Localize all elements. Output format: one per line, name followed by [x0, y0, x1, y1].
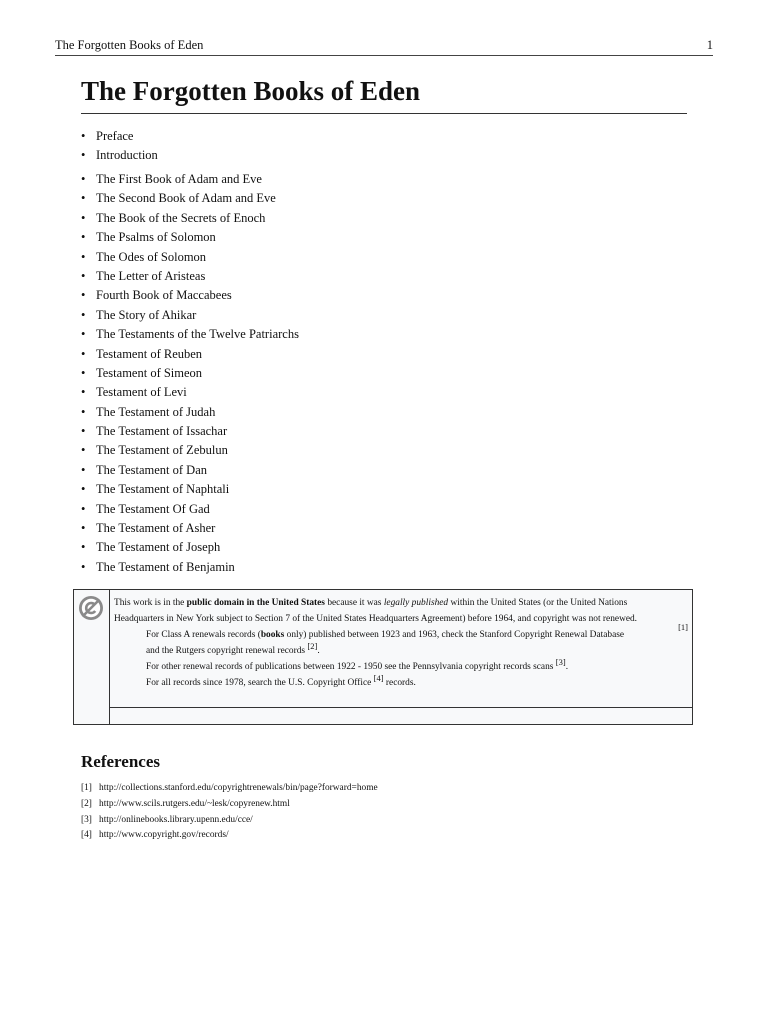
- toc-item-label[interactable]: The Testament of Benjamin: [96, 559, 235, 574]
- running-header: [55, 38, 713, 56]
- bullet-icon: •: [81, 230, 86, 245]
- bullet-icon: •: [81, 540, 86, 555]
- toc-item[interactable]: [81, 441, 299, 460]
- references-heading: References: [81, 752, 160, 771]
- reference-number: [4]: [81, 830, 92, 841]
- notice-text: [114, 595, 692, 691]
- toc-list-books: [81, 170, 299, 577]
- toc-item[interactable]: [81, 189, 299, 208]
- reference-item: [81, 828, 378, 844]
- toc-item-label[interactable]: The Testament of Asher: [96, 521, 216, 536]
- toc-item-label[interactable]: The First Book of Adam and Eve: [96, 172, 262, 186]
- toc-item[interactable]: [81, 519, 299, 538]
- bullet-icon: •: [81, 288, 86, 303]
- reference-number: [2]: [81, 798, 92, 809]
- reference-link[interactable]: http://collections.stanford.edu/copyrightrenewals/bin/page?forward=home: [99, 783, 378, 793]
- bullet-icon: •: [81, 559, 86, 574]
- reference-link[interactable]: http://onlinebooks.library.upenn.edu/cce/: [99, 814, 253, 825]
- toc-item[interactable]: [81, 461, 299, 480]
- toc-item[interactable]: [81, 248, 299, 267]
- toc-item[interactable]: [81, 170, 299, 189]
- toc-item-label[interactable]: Testament of Reuben: [96, 346, 203, 361]
- toc-item-label[interactable]: The Book of the Secrets of Enoch: [96, 210, 266, 225]
- notice-icon-cell: [74, 590, 110, 724]
- bullet-icon: •: [81, 129, 86, 143]
- toc-item[interactable]: [81, 209, 299, 228]
- notice-divider: [110, 707, 692, 708]
- reference-item: [81, 813, 378, 829]
- page-number: 1: [706, 38, 713, 52]
- citation-2[interactable]: [2]: [307, 641, 318, 651]
- bullet-icon: •: [81, 268, 86, 283]
- toc-item[interactable]: [81, 267, 299, 286]
- reference-link[interactable]: http://www.copyright.gov/records/: [99, 830, 229, 841]
- toc-item-label[interactable]: The Testament of Naphtali: [96, 482, 230, 497]
- toc-item-label[interactable]: The Letter of Aristeas: [96, 268, 206, 283]
- toc-item[interactable]: [81, 127, 158, 146]
- bullet-icon: •: [81, 404, 86, 419]
- toc-item[interactable]: [81, 325, 299, 344]
- toc-item[interactable]: [81, 146, 158, 165]
- bullet-icon: •: [81, 210, 86, 225]
- toc-item-label[interactable]: The Testament of Zebulun: [96, 443, 228, 458]
- toc-item[interactable]: [81, 500, 299, 519]
- toc-item-label[interactable]: Introduction: [96, 148, 158, 163]
- bullet-icon: •: [81, 191, 86, 206]
- toc-item-label[interactable]: The Odes of Solomon: [96, 249, 207, 264]
- notice-line-2: Headquarters in New York subject to Section 7 of the United States Headquarters Agreement) before 1964, and copyright was not renewed.: [114, 614, 638, 624]
- toc-item[interactable]: [81, 422, 299, 441]
- bullet-icon: •: [81, 424, 86, 439]
- toc-item[interactable]: [81, 538, 299, 557]
- toc-item-label[interactable]: Preface: [96, 129, 134, 143]
- bullet-icon: •: [81, 327, 86, 342]
- toc-item-label[interactable]: The Second Book of Adam and Eve: [96, 191, 276, 206]
- toc-item[interactable]: [81, 228, 299, 247]
- bullet-icon: •: [81, 365, 86, 380]
- bullet-icon: •: [81, 148, 86, 163]
- citation-3[interactable]: [3]: [555, 657, 566, 667]
- toc-list-front-matter: [81, 127, 158, 166]
- bullet-icon: •: [81, 482, 86, 497]
- bullet-icon: •: [81, 172, 86, 186]
- bullet-icon: •: [81, 249, 86, 264]
- reference-number: [1]: [81, 783, 92, 793]
- bullet-icon: •: [81, 307, 86, 322]
- bullet-icon: •: [81, 385, 86, 400]
- reference-item: [81, 781, 378, 797]
- toc-item-label[interactable]: The Psalms of Solomon: [96, 230, 216, 245]
- toc-item-label[interactable]: The Testaments of the Twelve Patriarchs: [96, 327, 299, 342]
- toc-item[interactable]: [81, 403, 299, 422]
- bullet-icon: •: [81, 501, 86, 516]
- notice-line-1: This work is in the public domain in the United States because it was legally published within the United States (or the United Nations: [114, 598, 628, 608]
- toc-item[interactable]: [81, 480, 299, 499]
- notice-line-6: For all records since 1978, search the U.S. Copyright Office [4] records.: [146, 673, 416, 688]
- public-domain-notice: [73, 589, 693, 725]
- running-title: The Forgotten Books of Eden: [55, 38, 204, 52]
- legally-published-text: legally published: [383, 598, 449, 608]
- bullet-icon: •: [81, 346, 86, 361]
- toc-item-label[interactable]: Fourth Book of Maccabees: [96, 288, 232, 303]
- bullet-icon: •: [81, 521, 86, 536]
- toc-item[interactable]: [81, 306, 299, 325]
- notice-line-3: For Class A renewals records (books only) published between 1923 and 1963, check the Stanford Copyright Renewal Database [1]: [146, 622, 688, 640]
- toc-item-label[interactable]: The Story of Ahikar: [96, 307, 197, 322]
- toc-item-label[interactable]: The Testament of Issachar: [96, 424, 228, 439]
- page-title: The Forgotten Books of Eden: [81, 76, 687, 114]
- notice-line-4: and the Rutgers copyright renewal records [2].: [146, 641, 320, 656]
- reference-number: [3]: [81, 814, 92, 825]
- toc-item[interactable]: [81, 383, 299, 402]
- toc-item-label[interactable]: Testament of Levi: [96, 385, 187, 400]
- citation-4[interactable]: [4]: [373, 673, 384, 683]
- toc-item[interactable]: [81, 558, 299, 577]
- reference-link[interactable]: http://www.scils.rutgers.edu/~lesk/copyrenew.html: [99, 798, 290, 809]
- public-domain-link-text: public domain in the United States: [186, 598, 325, 608]
- toc-item-label[interactable]: The Testament of Dan: [96, 462, 208, 477]
- toc-item-label[interactable]: Testament of Simeon: [96, 365, 203, 380]
- toc-item-label[interactable]: The Testament of Judah: [96, 404, 216, 419]
- bullet-icon: •: [81, 443, 86, 458]
- reference-item: [81, 797, 378, 813]
- references-list: [81, 781, 378, 844]
- toc-item[interactable]: [81, 286, 299, 305]
- toc-item-label[interactable]: The Testament of Joseph: [96, 540, 221, 555]
- toc-item-label[interactable]: The Testament Of Gad: [96, 501, 210, 516]
- toc-item[interactable]: [81, 345, 299, 364]
- bullet-icon: •: [81, 462, 86, 477]
- notice-line-5: For other renewal records of publications between 1922 - 1950 see the Pennsylvania copyright records scans [3].: [146, 657, 569, 672]
- toc-item[interactable]: [81, 364, 299, 383]
- public-domain-icon: [78, 595, 104, 621]
